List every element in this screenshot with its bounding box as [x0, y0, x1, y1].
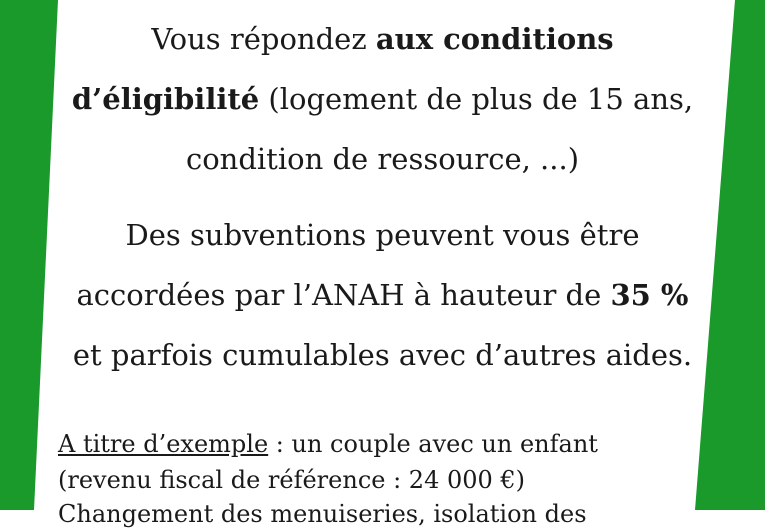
- subsidy-text: Des subventions peuvent vous être: [125, 218, 640, 252]
- example-income-text: (revenu fiscal de référence : 24 000 €): [58, 466, 526, 494]
- subsidy-text-2: accordées par l’ANAH à hauteur de: [76, 278, 611, 312]
- subsidy-text-3: et parfois cumulables avec d’autres aides.: [72, 338, 693, 372]
- eligibility-criteria-text: (logement de plus de 15 ans,: [259, 82, 694, 116]
- subsidy-line-3: [0, 338, 765, 372]
- example-line-2: [58, 466, 525, 494]
- eligibility-line-3: [0, 142, 765, 176]
- eligibility-bold-text: aux conditions: [375, 22, 614, 56]
- subsidy-line-2: [0, 278, 765, 312]
- example-label: A titre d’exemple: [58, 430, 269, 458]
- eligibility-line-1: [0, 22, 765, 56]
- example-line-3: [58, 500, 587, 528]
- eligibility-text: Vous répondez: [151, 22, 376, 56]
- example-line-1: [58, 430, 598, 458]
- example-works-text: Changement des menuiseries, isolation des: [58, 500, 587, 528]
- eligibility-criteria-text-2: condition de ressource, ...): [185, 142, 580, 176]
- subsidy-line-1: [0, 218, 765, 252]
- eligibility-line-2: [0, 82, 765, 116]
- subsidy-percentage: 35 %: [610, 278, 689, 312]
- eligibility-bold-text-2: d’éligibilité: [71, 82, 260, 116]
- example-text: : un couple avec un enfant: [268, 430, 598, 458]
